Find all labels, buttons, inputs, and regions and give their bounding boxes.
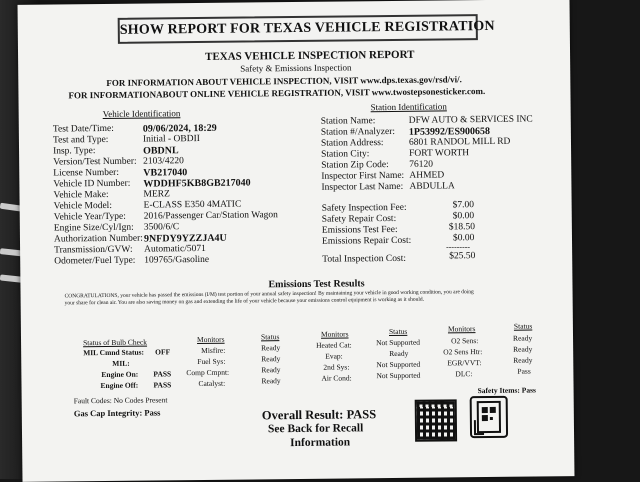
recall-notice: Information (290, 436, 351, 450)
field-label: Inspector First Name: (321, 170, 405, 182)
field-label: Vehicle Make: (53, 189, 109, 201)
bulb-check-header: Status of Bulb Check (83, 337, 148, 348)
field-label: Version/Test Number: (53, 156, 137, 168)
recall-notice: See Back for Recall (267, 422, 364, 436)
fee-label: Emissions Repair Cost: (321, 235, 412, 247)
monitor-name: Evap: (325, 351, 343, 361)
monitor-status: Ready (512, 333, 533, 343)
vehicle-year-type: 2016/Passenger Car/Station Wagon (143, 210, 278, 222)
version-test-number: 2103/4220 (143, 156, 184, 167)
test-type: Initial - OBDII (142, 134, 200, 145)
emissions-repair: $0.00 (452, 233, 475, 244)
test-date: 09/06/2024, 18:29 (142, 122, 217, 135)
fee-label: Safety Repair Cost: (321, 213, 397, 225)
monitor-status: Pass (517, 366, 531, 376)
field-label: License Number: (53, 167, 120, 179)
bulb-label: Engine On: (101, 369, 139, 380)
info-line: FOR INFORMATION ABOUT VEHICLE INSPECTION, VISIT www.dps.texas.gov/rsd/vi/. (106, 74, 462, 88)
monitor-status: Ready (261, 376, 281, 386)
monitor-name: Fuel Sys: (197, 356, 226, 367)
station-city: FORT WORTH (409, 148, 470, 159)
report-title: TEXAS VEHICLE INSPECTION REPORT (205, 48, 415, 63)
congratulations-text (65, 289, 474, 307)
field-label: Station #/Analyzer: (320, 126, 396, 138)
emissions-fee: $18.50 (448, 222, 476, 233)
monitor-name: Comp Cmpnt: (186, 367, 230, 378)
monitor-name: Catalyst: (198, 378, 226, 389)
emissions-title: Emissions Test Results (268, 278, 365, 291)
monitor-status: Ready (261, 365, 281, 375)
authorization-number: 9NFDY9YZZJA4U (143, 232, 227, 245)
monitor-status: Ready (261, 343, 281, 353)
field-label: Engine Size/Cyl/Ign: (53, 222, 134, 234)
station-section-header: Station Identification (370, 101, 447, 113)
qr-code-icon (415, 399, 457, 441)
monitor-name: Heated Cat: (316, 340, 352, 350)
status-header: Status (513, 321, 533, 331)
report-subtitle: Safety & Emissions Inspection (240, 62, 352, 74)
field-label: Vehicle ID Number: (53, 178, 131, 190)
gas-cap-integrity: Gas Cap Integrity: Pass (73, 407, 161, 419)
field-label: Insp. Type: (53, 146, 96, 157)
report-banner: SHOW REPORT FOR TEXAS VEHICLE REGISTRATION (118, 14, 478, 44)
engine-on-result: PASS (153, 369, 172, 379)
monitor-name: Misfire: (201, 345, 226, 355)
station-address: 6801 RANDOL MILL RD (408, 136, 511, 148)
monitor-name: O2 Sens Htr: (443, 347, 483, 357)
vin: WDDHF5KB8GB217040 (143, 177, 251, 190)
monitor-status: Ready (513, 355, 533, 365)
monitor-name: DLC: (455, 369, 473, 379)
mil-status: OFF (155, 347, 171, 357)
phone-scan-icon (470, 396, 508, 438)
congratulations-line: your share for clean air. You are also saving money on gas and extending the life of your vehicle because your emissions control equipment is working as it should. (64, 296, 425, 307)
total-label: Total Inspection Cost: (322, 253, 407, 265)
monitor-name: Air Cond: (321, 373, 352, 383)
monitor-name: EGR/VVT: (447, 358, 482, 368)
status-header: Status (388, 326, 408, 337)
vehicle-section-header: Vehicle Identification (102, 108, 181, 120)
monitor-name: 2nd Sys: (323, 362, 350, 372)
odometer-fuel: 109765/Gasoline (144, 254, 210, 266)
monitor-name: O2 Sens: (451, 336, 479, 346)
fee-label: Safety Inspection Fee: (321, 202, 407, 214)
monitors-header: Monitors (320, 329, 349, 339)
fee-divider: --------- (446, 242, 471, 252)
field-label: Test and Type: (52, 134, 109, 146)
engine-off-result: PASS (153, 380, 172, 390)
monitor-status: Not Supported (376, 370, 421, 381)
monitors-header: Monitors (196, 334, 225, 345)
total-cost: $25.50 (449, 251, 476, 262)
safety-fee: $7.00 (452, 200, 475, 211)
monitor-status: Not Supported (376, 359, 421, 370)
field-label: Odometer/Fuel Type: (54, 255, 136, 267)
insp-type: OBDNL (142, 145, 179, 157)
transmission-gvw: Automatic/5071 (144, 243, 206, 255)
field-label: Transmission/GVW: (54, 244, 133, 256)
station-zip: 76120 (409, 159, 434, 170)
field-label: Test Date/Time: (52, 123, 114, 135)
monitor-status: Not Supported (376, 337, 421, 348)
safety-items: Safety Items: Pass (477, 385, 536, 396)
field-label: Vehicle Year/Type: (53, 211, 126, 223)
station-name: DFW AUTO & SERVICES INC (408, 114, 533, 126)
field-label: Station City: (321, 149, 370, 160)
congratulations-line: CONGRATULATIONS, your vehicle has passed the emissions (I/M) test portion of your annual safety inspection! By maintaining your vehicle in good working condition, you are doing (64, 289, 474, 300)
phone-scan-icon (472, 398, 506, 436)
bulb-label: Engine Off: (100, 380, 139, 391)
bulb-label: MIL Cmnd Status: (83, 347, 145, 358)
field-label: Vehicle Model: (53, 200, 112, 212)
info-line: FOR INFORMATIONABOUT ONLINE VEHICLE REGISTRATION, VISIT www.twostepsonesticker.com. (68, 86, 486, 101)
status-header: Status (260, 332, 280, 342)
vehicle-model: E-CLASS E350 4MATIC (143, 199, 242, 211)
inspector-first-name: AHMED (409, 170, 445, 181)
monitor-status: Ready (389, 348, 409, 359)
engine-size: 3500/6/C (143, 222, 180, 233)
monitors-header: Monitors (447, 324, 476, 334)
overall-result: Overall Result: PASS (261, 407, 377, 423)
field-label: Station Address: (320, 138, 384, 149)
monitor-status: Ready (261, 354, 281, 364)
field-label: Authorization Number: (53, 233, 143, 245)
fee-label: Emissions Test Fee: (321, 224, 398, 236)
inspection-report (18, 0, 575, 482)
inspector-last-name: ABDULLA (409, 181, 455, 192)
field-label: Station Zip Code: (321, 160, 389, 171)
bulb-label: MIL: (112, 358, 130, 368)
monitor-status: Ready (513, 344, 533, 354)
safety-repair: $0.00 (452, 211, 475, 222)
license-number: VB217040 (143, 167, 188, 179)
field-label: Station Name: (320, 116, 376, 127)
fault-codes: Fault Codes: No Codes Present (73, 395, 168, 406)
field-label: Inspector Last Name: (321, 181, 404, 193)
station-analyzer: 1P53992/ES900658 (408, 125, 491, 138)
vehicle-make: MERZ (143, 189, 170, 200)
